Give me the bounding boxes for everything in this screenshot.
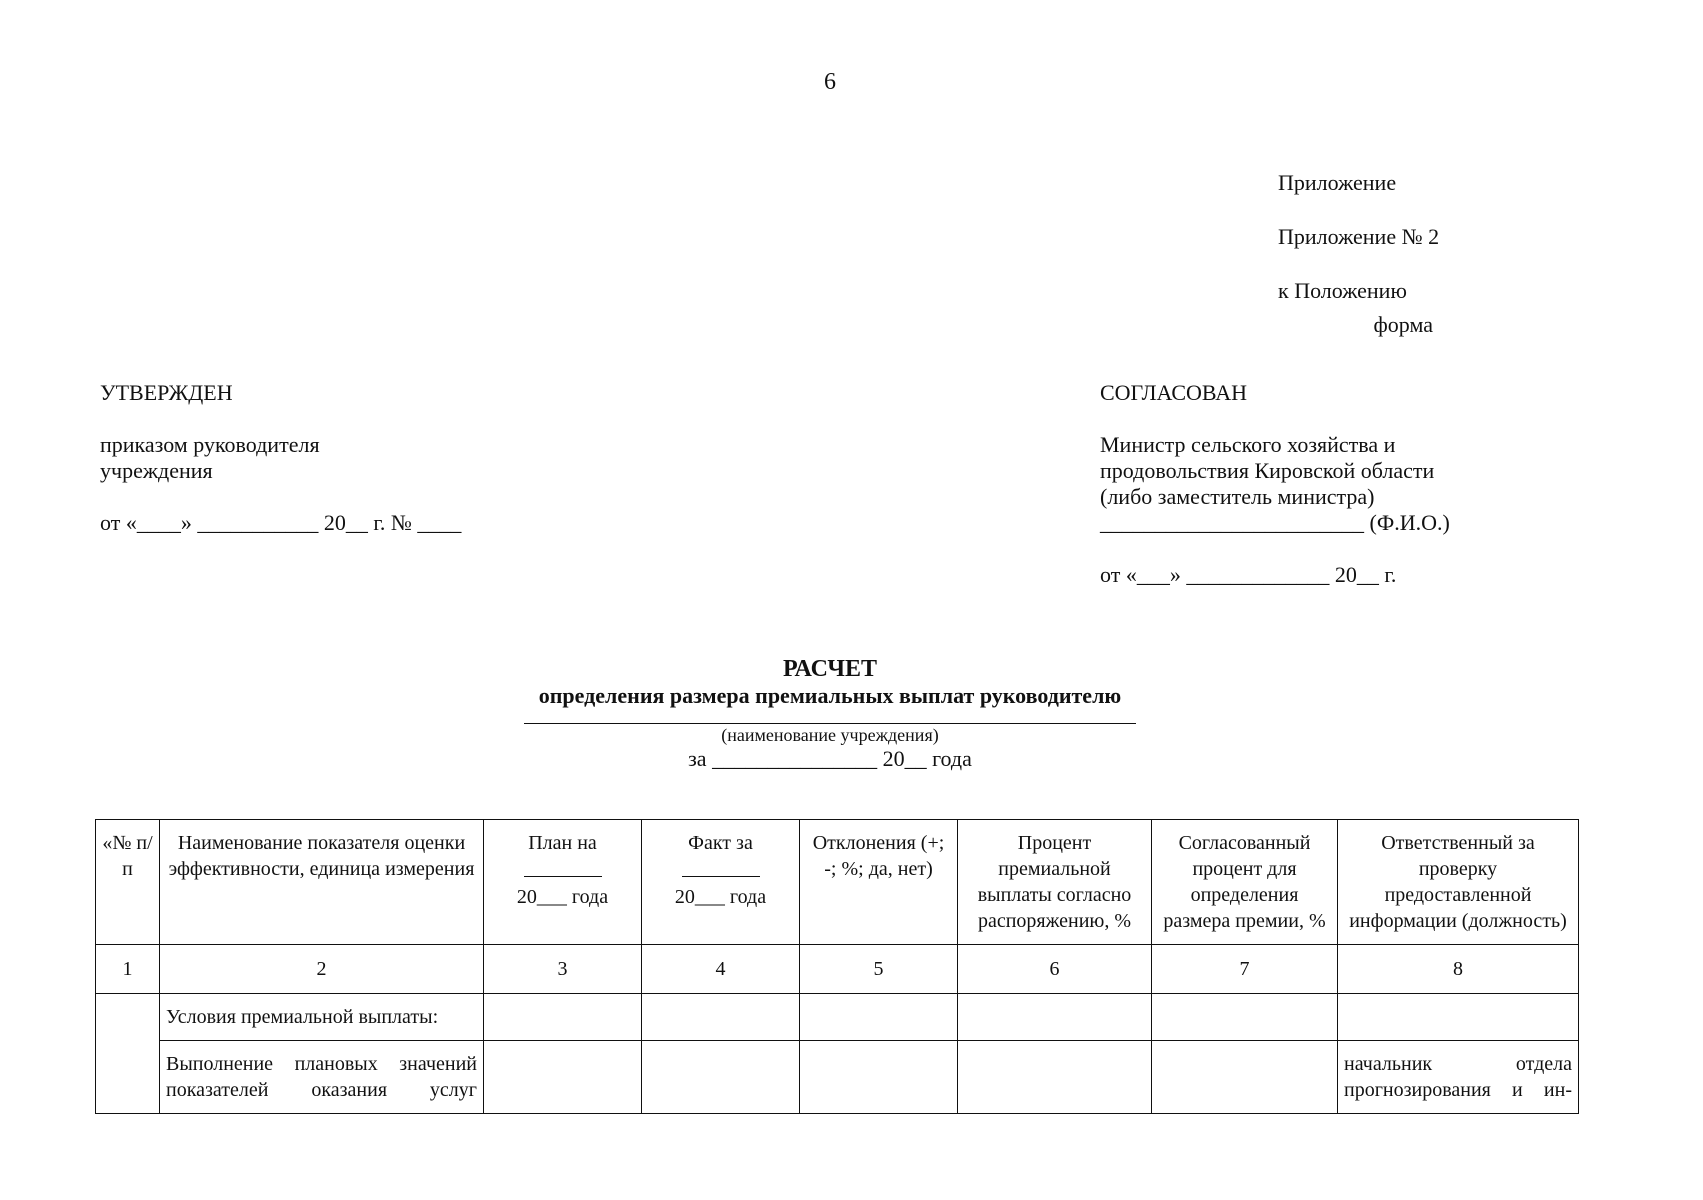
agreed-block xyxy=(1100,380,1620,588)
table-cell-responsible xyxy=(1338,994,1579,1041)
title-block xyxy=(0,655,1660,772)
table-cell xyxy=(484,1041,642,1114)
document-subtitle: определения размера премиальных выплат руководителю xyxy=(538,683,1122,708)
header-cell-agreed-percent: Согласованный процент для определения размера премии, % xyxy=(1152,820,1338,945)
table-cell-indicator: Выполнение плановых значений показателей оказания услуг xyxy=(160,1041,484,1114)
table-cell xyxy=(642,1041,800,1114)
header-cell-indicator: Наименование показателя оценки эффективности, единица измерения xyxy=(160,820,484,945)
agreed-line-2: продовольствия Кировской области xyxy=(1100,458,1435,483)
fact-blank-line xyxy=(682,856,760,877)
table-cell xyxy=(1152,1041,1338,1114)
approved-heading: УТВЕРЖДЕН xyxy=(100,380,233,405)
table-cell xyxy=(958,994,1152,1041)
approved-block xyxy=(100,380,620,536)
header-cell-fact xyxy=(642,820,800,945)
table-cell xyxy=(642,994,800,1041)
header-cell-plan xyxy=(484,820,642,945)
agreed-heading: СОГЛАСОВАН xyxy=(1100,380,1247,405)
approved-date-line: от «____» ___________ 20__ г. № ____ xyxy=(100,510,462,535)
header-plan-label: План на xyxy=(528,832,597,854)
appendix-line-3: к Положению xyxy=(1278,278,1407,303)
table-cell xyxy=(484,994,642,1041)
column-number-cell: 2 xyxy=(160,945,484,994)
column-number-cell: 3 xyxy=(484,945,642,994)
header-cell-number: «№ п/п xyxy=(96,820,160,945)
table-cell xyxy=(800,1041,958,1114)
header-cell-bonus-percent: Процент премиальной выплаты согласно распоряжению, % xyxy=(958,820,1152,945)
table-cell xyxy=(96,994,160,1114)
appendix-line-1: Приложение xyxy=(1278,170,1397,195)
column-number-cell: 1 xyxy=(96,945,160,994)
period-line: за _______________ 20__ года xyxy=(688,746,972,771)
agreed-line-3: (либо заместитель министра) xyxy=(1100,484,1375,509)
table-cell xyxy=(800,994,958,1041)
table-header-row xyxy=(96,820,1579,945)
column-number-cell: 8 xyxy=(1338,945,1579,994)
appendix-block xyxy=(1278,170,1439,332)
table-cell xyxy=(958,1041,1152,1114)
agreed-line-1: Министр сельского хозяйства и xyxy=(1100,432,1396,457)
document-title: РАСЧЕТ xyxy=(782,656,878,682)
approved-line-1: приказом руководителя xyxy=(100,432,320,457)
calculation-table xyxy=(95,819,1579,1114)
column-number-cell: 7 xyxy=(1152,945,1338,994)
appendix-line-2: Приложение № 2 xyxy=(1278,224,1440,249)
agreed-date-line: от «___» _____________ 20__ г. xyxy=(1100,562,1397,587)
table-cell xyxy=(1152,994,1338,1041)
table-cell-indicator: Условия премиальной выплаты: xyxy=(160,994,484,1041)
table-row xyxy=(96,994,1579,1041)
organization-caption: (наименование учреждения) xyxy=(721,725,939,745)
form-label: форма xyxy=(1373,312,1433,337)
approved-line-2: учреждения xyxy=(100,458,213,483)
header-plan-year: 20___ года xyxy=(516,886,609,908)
column-number-cell: 5 xyxy=(800,945,958,994)
column-number-row xyxy=(96,945,1579,994)
table-cell-responsible: начальник отдела прогнозирования и ин- xyxy=(1338,1041,1579,1114)
column-number-cell: 6 xyxy=(958,945,1152,994)
header-cell-responsible: Ответственный за проверку предоставленной информации (должность) xyxy=(1338,820,1579,945)
plan-blank-line xyxy=(524,856,602,877)
agreed-sign-line: ________________________ (Ф.И.О.) xyxy=(1100,510,1450,535)
column-number-cell: 4 xyxy=(642,945,800,994)
header-fact-label: Факт за xyxy=(688,832,753,854)
table-row xyxy=(96,1041,1579,1114)
page-number: 6 xyxy=(824,69,836,95)
header-fact-year: 20___ года xyxy=(674,886,767,908)
header-cell-deviation: Отклонения (+; -; %; да, нет) xyxy=(800,820,958,945)
